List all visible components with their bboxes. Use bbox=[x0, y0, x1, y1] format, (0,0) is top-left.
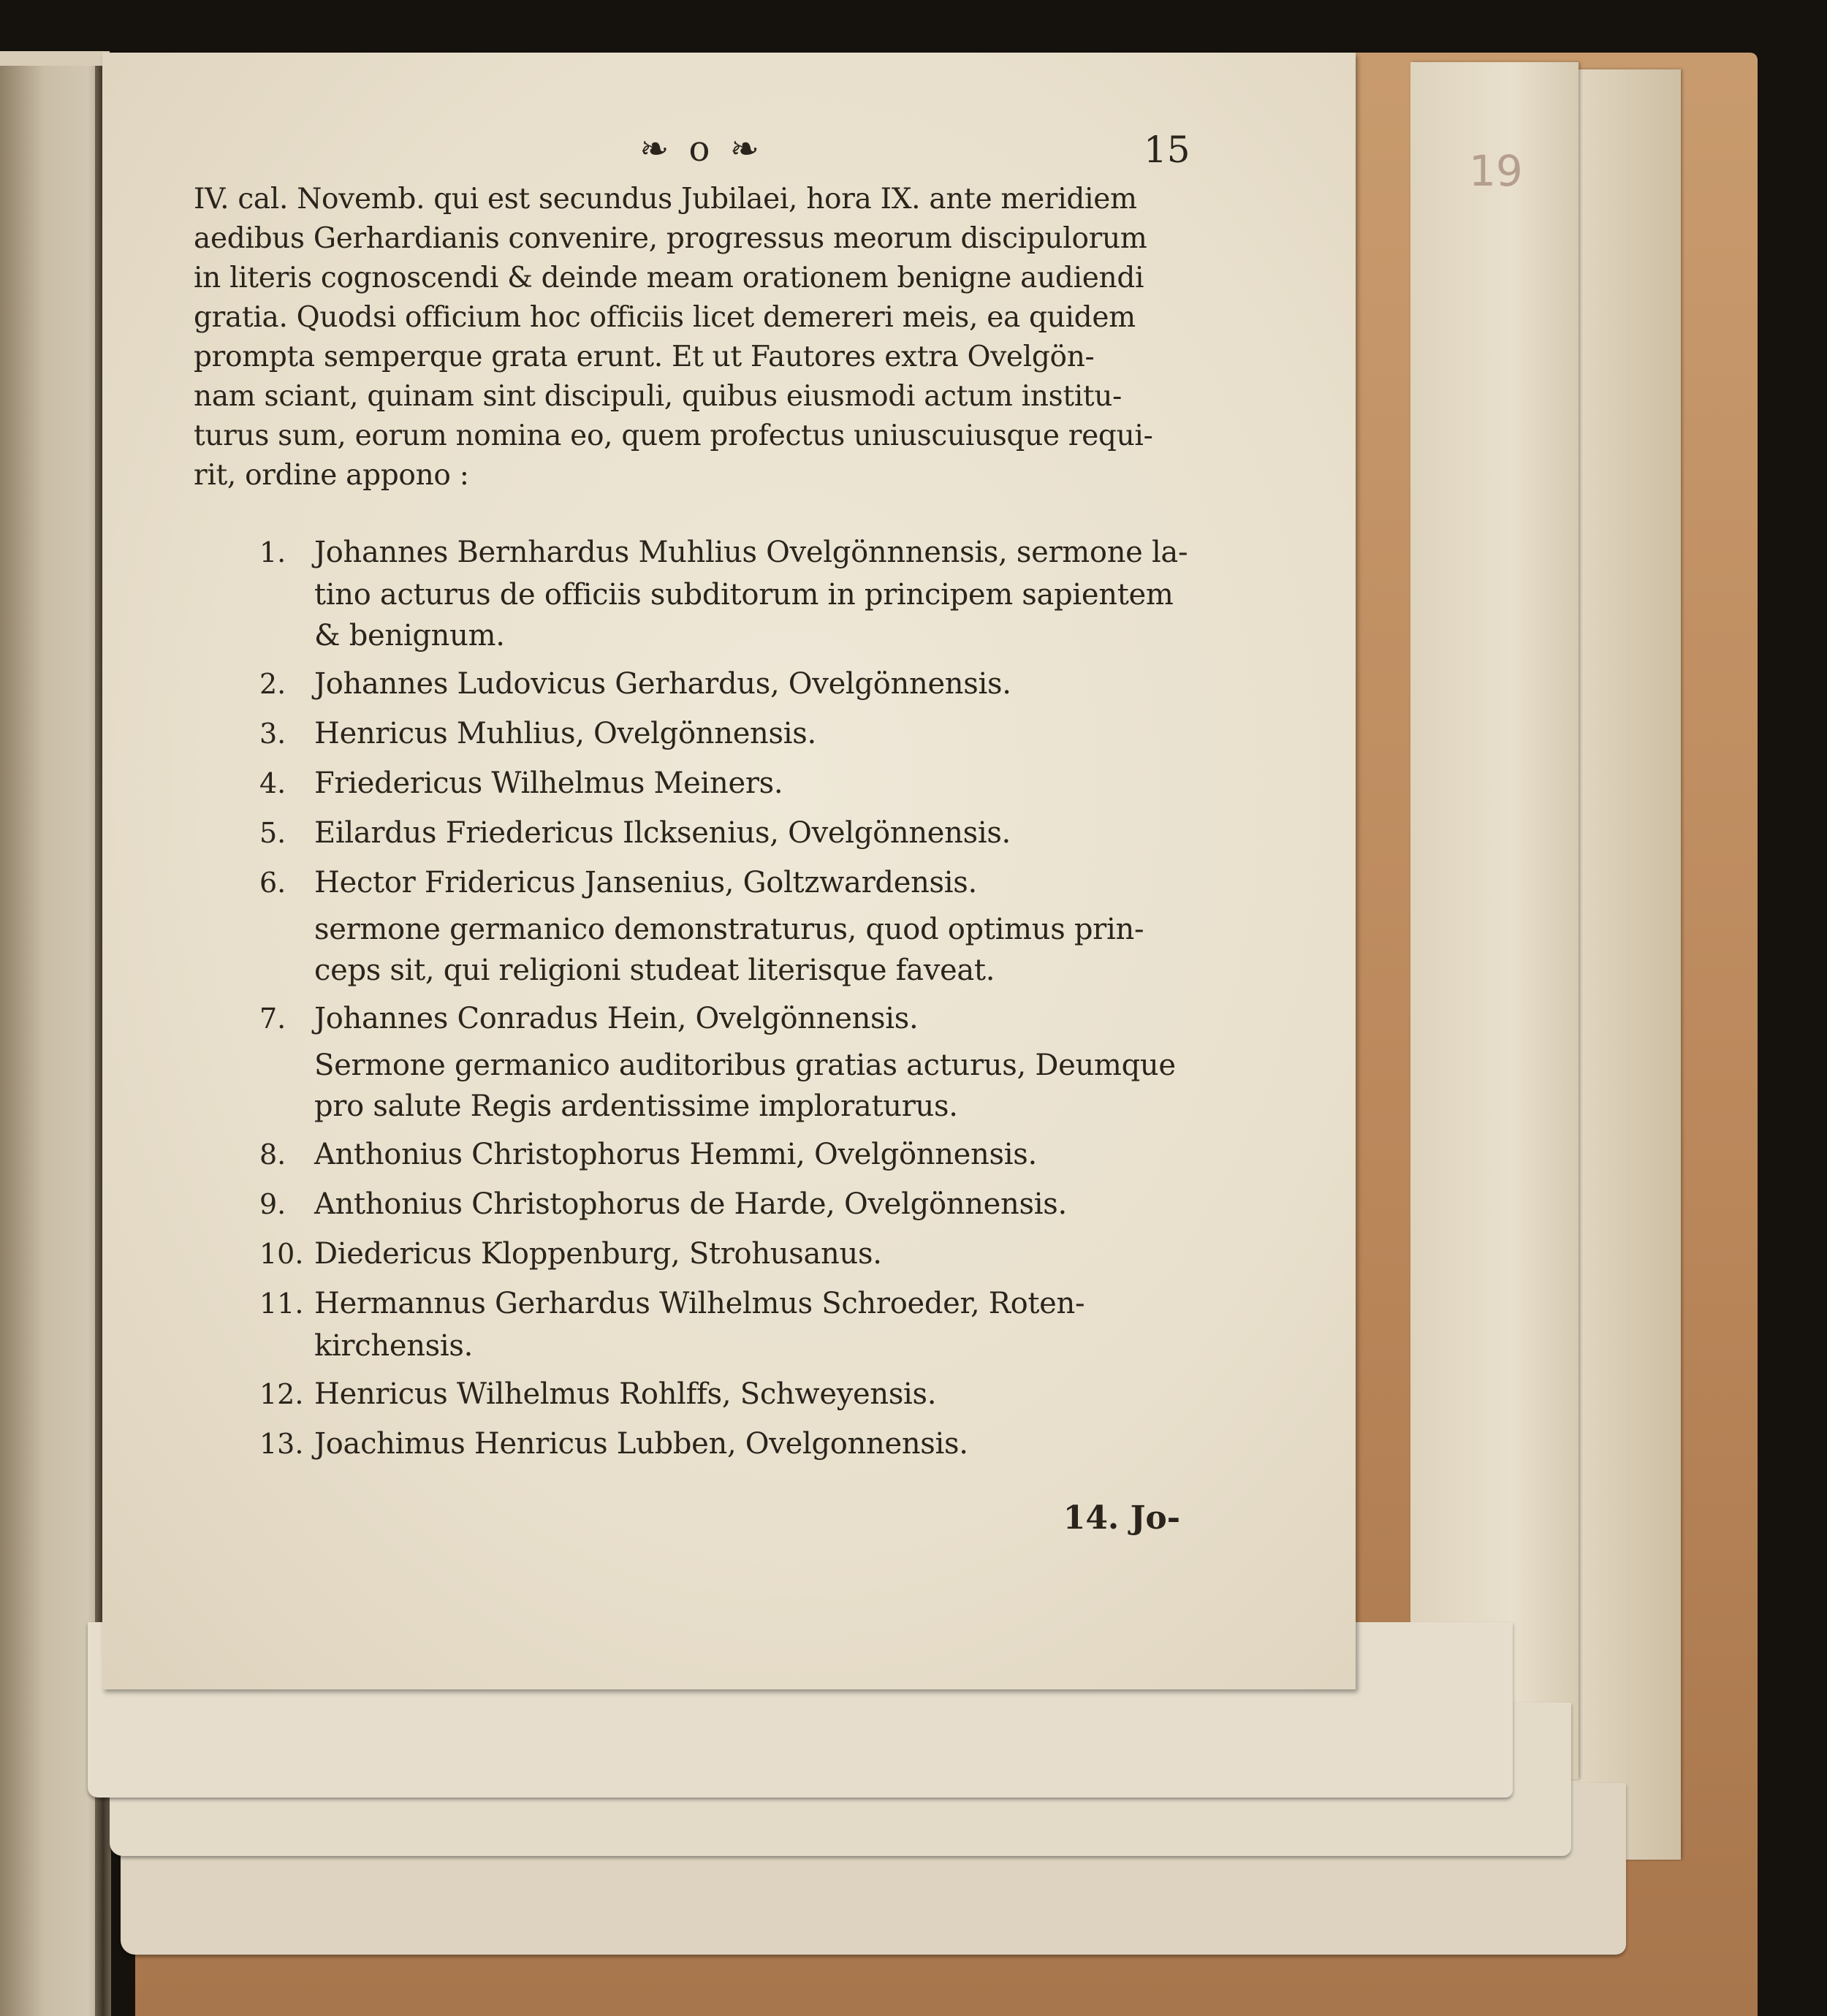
intro-line: gratia. Quodsi officium hoc officiis licet demereri meis, ea quidem bbox=[194, 301, 1136, 334]
intro-line: nam sciant, quinam sint discipuli, quibus eiusmodi actum institu- bbox=[194, 380, 1122, 413]
list-item bbox=[194, 861, 1202, 905]
item-text: Friedericus Wilhelmus Meiners. bbox=[314, 767, 783, 800]
page-number: 15 bbox=[1144, 129, 1190, 171]
intro-line: aedibus Gerhardianis convenire, progressus meorum discipulorum bbox=[194, 222, 1147, 255]
item-number: 10. bbox=[259, 1238, 304, 1270]
item-description bbox=[194, 1045, 1202, 1127]
list-item bbox=[194, 712, 1202, 756]
item-number: 8. bbox=[259, 1138, 286, 1171]
item-text: Hector Fridericus Jansenius, Goltzwardensis. bbox=[314, 866, 977, 899]
intro-line: IV. cal. Novemb. qui est secundus Jubilaei, hora IX. ante meridiem bbox=[194, 183, 1137, 216]
item-description-line: ceps sit, qui religioni studeat literisque faveat. bbox=[314, 954, 995, 987]
item-description bbox=[194, 909, 1202, 991]
intro-line: rit, ordine appono : bbox=[194, 459, 469, 492]
item-number: 9. bbox=[259, 1188, 286, 1220]
list-item bbox=[194, 1422, 1202, 1466]
item-text: Henricus Wilhelmus Rohlffs, Schweyensis. bbox=[314, 1377, 937, 1411]
item-number: 3. bbox=[259, 718, 286, 750]
item-description-line: sermone germanico demonstraturus, quod optimus prin- bbox=[314, 913, 1144, 946]
item-text: Diedericus Kloppenburg, Strohusanus. bbox=[314, 1237, 882, 1271]
underlying-leaf-edge bbox=[1410, 62, 1579, 1779]
item-text: Joachimus Henricus Lubben, Ovelgonnensis. bbox=[314, 1427, 968, 1461]
intro-line: in literis cognoscendi & deinde meam orationem benigne audiendi bbox=[194, 262, 1144, 294]
list-item bbox=[194, 761, 1202, 805]
page-header bbox=[194, 129, 1202, 180]
intro-line: turus sum, eorum nomina eo, quem profectus uniuscuiusque requi- bbox=[194, 419, 1153, 452]
list-item bbox=[194, 1372, 1202, 1416]
item-number: 11. bbox=[259, 1287, 304, 1320]
pencil-folio-mark: 19 bbox=[1469, 146, 1523, 196]
item-text: Henricus Muhlius, Ovelgönnensis. bbox=[314, 717, 816, 750]
list-item bbox=[194, 1282, 1202, 1366]
item-text: Johannes Conradus Hein, Ovelgönnensis. bbox=[314, 1002, 919, 1035]
item-text: Johannes Ludovicus Gerhardus, Ovelgönnensis. bbox=[314, 667, 1011, 701]
list-item bbox=[194, 530, 1202, 656]
item-text: Hermannus Gerhardus Wilhelmus Schroeder, Roten- bbox=[314, 1287, 1085, 1320]
item-text: tino acturus de officiis subditorum in principem sapientem bbox=[314, 578, 1174, 612]
item-text: & benignum. bbox=[314, 619, 505, 653]
list-item bbox=[194, 997, 1202, 1041]
item-description-line: Sermone germanico auditoribus gratias acturus, Deumque bbox=[314, 1049, 1176, 1082]
item-text: Anthonius Christophorus de Harde, Ovelgönnensis. bbox=[314, 1187, 1067, 1221]
list-item bbox=[194, 1232, 1202, 1276]
item-description-line: pro salute Regis ardentissime imploraturus. bbox=[314, 1089, 958, 1123]
item-number: 1. bbox=[259, 536, 286, 568]
page-text bbox=[194, 129, 1202, 1537]
list-item bbox=[194, 662, 1202, 706]
intro-line: prompta semperque grata erunt. Et ut Fautores extra Ovelgön- bbox=[194, 341, 1095, 373]
item-number: 2. bbox=[259, 668, 286, 700]
item-text: Johannes Bernhardus Muhlius Ovelgönnnensis, sermone la- bbox=[314, 536, 1188, 569]
intro-paragraph bbox=[194, 180, 1202, 495]
item-number: 13. bbox=[259, 1428, 304, 1460]
catchword: 14. Jo- bbox=[1063, 1499, 1180, 1537]
list-item bbox=[194, 1182, 1202, 1226]
item-text: kirchensis. bbox=[314, 1329, 474, 1363]
item-number: 7. bbox=[259, 1003, 286, 1035]
item-number: 5. bbox=[259, 817, 286, 849]
header-ornament: ❧ o ❧ bbox=[639, 129, 764, 170]
list-item bbox=[194, 811, 1202, 855]
item-number: 4. bbox=[259, 767, 286, 799]
item-number: 12. bbox=[259, 1378, 304, 1410]
student-list bbox=[194, 530, 1202, 1466]
list-item bbox=[194, 1133, 1202, 1176]
item-text: Eilardus Friedericus Ilcksenius, Ovelgönnensis. bbox=[314, 816, 1011, 850]
item-text: Anthonius Christophorus Hemmi, Ovelgönnensis. bbox=[314, 1138, 1037, 1171]
item-number: 6. bbox=[259, 867, 286, 899]
